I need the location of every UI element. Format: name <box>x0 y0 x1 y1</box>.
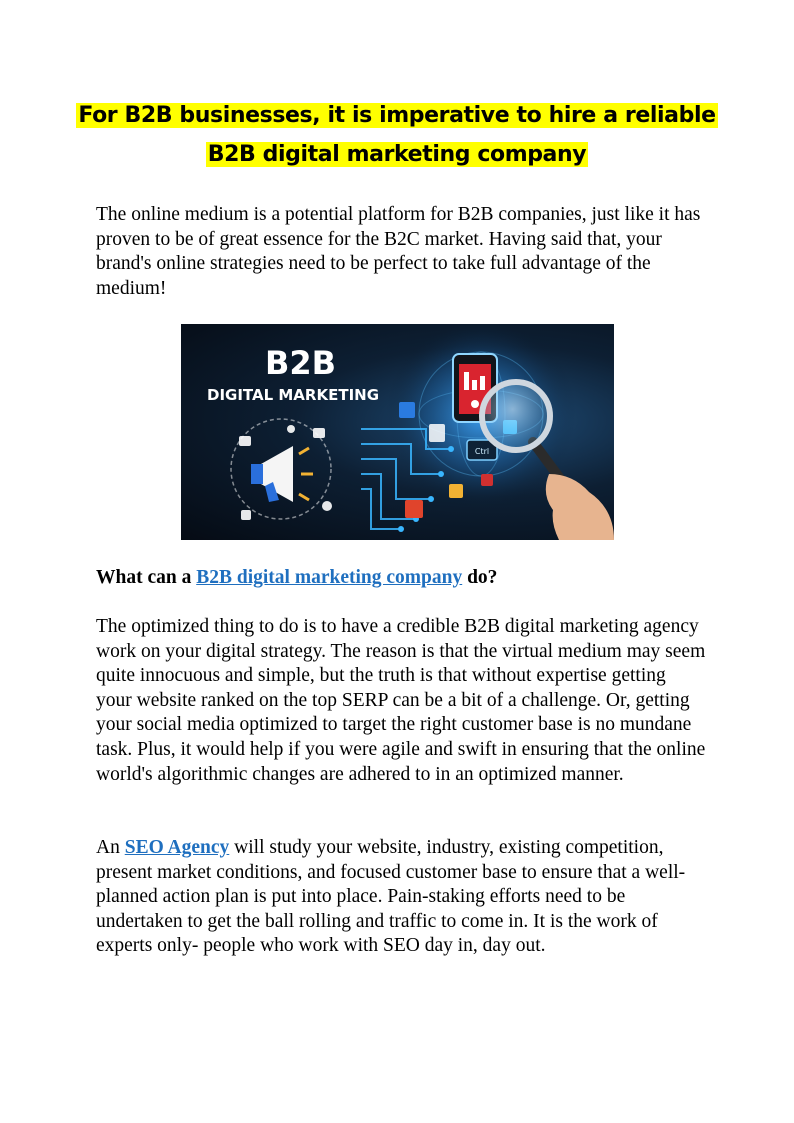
body-paragraph-1: The optimized thing to do is to have a credible B2B digital marketing agency work on your digital strategy. The reason is that the virtual medium may seem quite innocuous and simple, but the truth is that without expertise getting your website ranked on the top SERP can be a bit of a challenge. Or, getting your social media optimized to target the right customer base is no mundane task. Plus, it would help if you were agile and swift in ensuring that the online world's algorithmic changes are adhered to in an optimized manner. <box>96 616 706 785</box>
heading-prefix: What can a <box>96 567 197 588</box>
hero-headline: B2B <box>265 344 337 382</box>
b2b-digital-marketing-image <box>181 324 614 540</box>
seo-agency-link[interactable]: SEO Agency <box>124 837 230 858</box>
title-line-1: For B2B businesses, it is imperative to hire a reliable <box>78 103 716 128</box>
intro-paragraph: The online medium is a potential platform for B2B companies, just like it has proven to be of great essence for the B2C market. Having said that, your brand's online strategies need to be perfect to take full advantage of the medium! <box>96 204 701 299</box>
b2b-digital-marketing-company-link[interactable]: B2B digital marketing company <box>196 567 463 588</box>
body-paragraph-2 <box>96 836 706 959</box>
document-title <box>60 96 734 174</box>
body2-text: will study your website, industry, existing competition, present market conditions, and focused customer base to ensure that a well-planned action plan is put into place. Pain-staking efforts need to be undertaken to get the ball rolling and traffic to come in. It is the work of experts only- people who work with SEO day in, day out. <box>96 837 686 957</box>
section-heading <box>96 566 706 590</box>
svg-text:Ctrl: Ctrl <box>474 447 490 456</box>
heading-suffix: do? <box>462 567 498 588</box>
hero-subheadline: DIGITAL MARKETING <box>207 386 380 404</box>
title-line-2: B2B digital marketing company <box>207 142 587 167</box>
body2-prefix: An <box>96 837 125 858</box>
hero-illustration <box>181 324 614 540</box>
